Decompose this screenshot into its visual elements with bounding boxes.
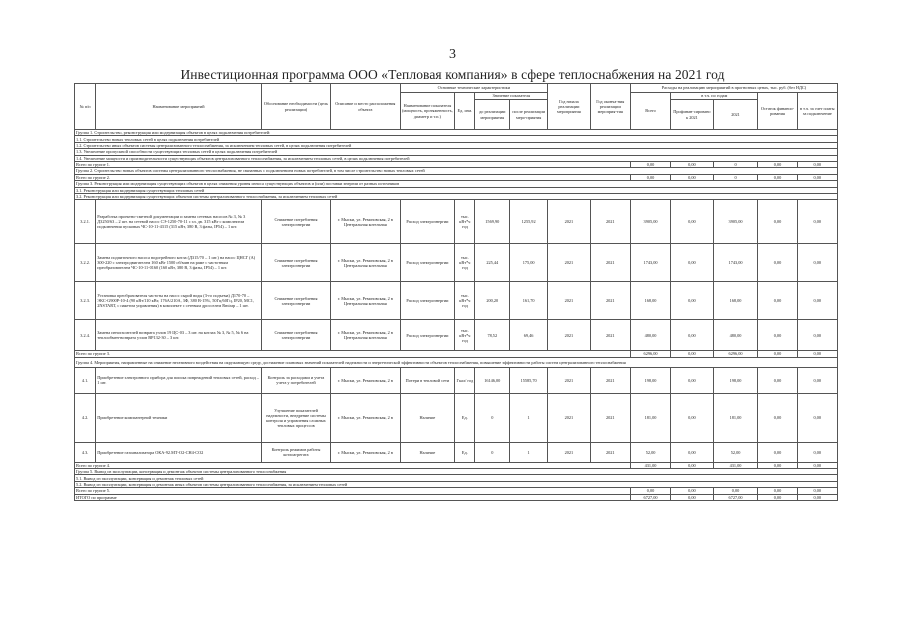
total-incl: 0,00 <box>797 462 837 468</box>
item-year-start: 2021 <box>548 200 591 244</box>
total-sum: 0,00 <box>630 488 670 494</box>
group-2-label: Группа 2. Строительство новых объектов системы централизованного теплоснабжения, не связанных с подключением новых потребителей, в том числе строительство новых тепловых сетей <box>75 168 838 174</box>
item-after: 1 <box>510 442 548 462</box>
item-unit: Ед. <box>455 393 475 442</box>
item-after: 15585,70 <box>510 367 548 393</box>
item-total: 168,00 <box>630 282 670 320</box>
header-before: до реализации мероприятия <box>475 100 510 130</box>
item-financed: 0,00 <box>671 200 714 244</box>
item-financed: 0,00 <box>671 244 714 282</box>
item-remaining: 0,00 <box>758 244 797 282</box>
total-financed: 0,00 <box>671 161 714 167</box>
total-2021: 0 <box>713 174 758 180</box>
item-after: 175,00 <box>510 244 548 282</box>
item-indicator: Расход электроэнергии <box>400 320 455 351</box>
item-before: 225,44 <box>475 244 510 282</box>
item-year-end: 2021 <box>590 282 630 320</box>
item-total: 198,00 <box>630 367 670 393</box>
page-number: 3 <box>449 47 456 62</box>
header-financed: Профинан-сировано к 2021 <box>671 100 714 130</box>
document-title: Инвестиционная программа ООО «Тепловая компания» в сфере теплоснабжения на 2021 год <box>180 67 725 82</box>
item-indicator: Наличие <box>400 393 455 442</box>
header-after: после реализации меро-приятия <box>510 100 548 130</box>
total-2021: 6296,00 <box>713 351 758 357</box>
item-total: 52,00 <box>630 442 670 462</box>
header-name: Наименование мероприятий <box>96 84 262 130</box>
item-2021: 1743,00 <box>713 244 758 282</box>
item-incl: 0,00 <box>797 393 837 442</box>
item-indicator: Потери в тепловой сети <box>400 367 455 393</box>
grand-total-label: ИТОГО по программе <box>75 494 631 500</box>
section-1-4-label: 1.4. Увеличение мощности и производительности существующих объектов централизованного теплоснабжения, за исключением тепловых сетей, в целях подключения потребителей <box>75 155 838 161</box>
total-2021: 0,00 <box>713 488 758 494</box>
total-sum: 0,00 <box>630 161 670 167</box>
section-3-2-label: 3.2. Реконструкция или модернизация существующих объектов системы централизованного теплоснабжения, за исключением тепловых сетей <box>75 193 838 199</box>
item-remaining: 0,00 <box>758 320 797 351</box>
section-3-1-label: 3.1. Реконструкция или модернизация существующих тепловых сетей <box>75 187 838 193</box>
item-total: 480,00 <box>630 320 670 351</box>
item-justification: Улучшение показателей надежности, внедрение системы контроля и управления сложных тепловых процессов <box>261 393 330 442</box>
item-year-start: 2021 <box>548 393 591 442</box>
item-unit: Ед. <box>455 442 475 462</box>
grand-total-financed: 0,00 <box>671 494 714 500</box>
item-name: Замена пеногасителей возврата узлов 19 ЦС-03 – 3 шт. на котлах № 3, № 5, № 6 на теплообмен-возврата узлов ВР132-30 – 3 шт. <box>96 320 262 351</box>
header-num: № п/п <box>75 84 96 130</box>
section-1-2-label: 1.2. Строительство иных объектов системы централизованного теплоснабжения, за исключением тепловых сетей, в целях подключения потребителей <box>75 142 838 148</box>
item-after: 69,46 <box>510 320 548 351</box>
item-indicator: Расход электроэнергии <box>400 200 455 244</box>
total-remaining: 0,00 <box>758 351 797 357</box>
item-financed: 0,00 <box>671 282 714 320</box>
item-indicator: Наличие <box>400 442 455 462</box>
total-sum: 0,00 <box>630 174 670 180</box>
total-sum: 431,00 <box>630 462 670 468</box>
item-before: 0 <box>475 442 510 462</box>
group-row <box>75 357 838 367</box>
item-location: г. Мыски, ул. Ремизовская, 2 в Центральная котельная <box>331 200 400 244</box>
item-total: 1743,00 <box>630 244 670 282</box>
section-5-1-label: 5.1. Вывод из эксплуатации, консервация и демонтаж тепловых сетей <box>75 475 838 481</box>
item-before: 78,52 <box>475 320 510 351</box>
table-row <box>75 393 838 442</box>
total-remaining: 0,00 <box>758 488 797 494</box>
header-cost-group: Расходы на реализацию мероприятий в прогнозных ценах, тыс. руб. (без НДС) <box>630 84 837 93</box>
total-incl: 0,00 <box>797 351 837 357</box>
item-incl: 0,00 <box>797 320 837 351</box>
item-name: Установка преобразователя частоты на насос сырой воды (3-го подъема) Д170-70 – ЭКС-G900P-10-4 (90 кВт/110 кВт, 176А/210А, 3Ф, 380 В-15%, 50Гц/60Гц, IP20, МС1, 2NSTART, с пакетом управления) в комплекте с сетевым дросселем Rmtrap – 1 шт. <box>96 282 262 320</box>
header-tech-group: Основные технические характеристики <box>400 84 548 93</box>
total-remaining: 0,00 <box>758 174 797 180</box>
item-justification: Снижение потребления электроэнергии <box>261 320 330 351</box>
total-2021: 0 <box>713 161 758 167</box>
total-label: Всего по группе 1. <box>75 161 631 167</box>
total-financed: 0,00 <box>671 488 714 494</box>
item-num: 4.2. <box>75 393 96 442</box>
total-sum: 6296,00 <box>630 351 670 357</box>
total-financed: 0,00 <box>671 462 714 468</box>
item-incl: 0,00 <box>797 282 837 320</box>
item-location: г. Мыски, ул. Ремизовская, 2 в <box>331 393 400 442</box>
item-name: Приобретение электронного прибора для поиска повреждений тепловых сетей, расход – 1 шт. <box>96 367 262 393</box>
item-year-end: 2021 <box>590 367 630 393</box>
item-after: 1255,92 <box>510 200 548 244</box>
grand-total-2021: 6727,00 <box>713 494 758 500</box>
item-year-end: 2021 <box>590 442 630 462</box>
header-location: Описание и место расположения объекта <box>331 84 400 130</box>
section-1-3-label: 1.3. Увеличение пропускной способности существующих тепловых сетей в целях подключения потребителей <box>75 149 838 155</box>
item-num: 3.2.1. <box>75 200 96 244</box>
item-financed: 0,00 <box>671 393 714 442</box>
table-row <box>75 200 838 244</box>
total-label: Всего по группе 4. <box>75 462 631 468</box>
header-indicator: Наименование показателя (мощность, протяженность, диаметр и т.п.) <box>400 93 455 130</box>
header-incl-years: в т.ч. по годам <box>671 93 758 100</box>
item-financed: 0,00 <box>671 320 714 351</box>
item-year-end: 2021 <box>590 244 630 282</box>
item-2021: 3905,00 <box>713 200 758 244</box>
total-incl: 0,00 <box>797 174 837 180</box>
item-after: 161,70 <box>510 282 548 320</box>
table-row <box>75 367 838 393</box>
group-3-label: Группа 3. Реконструкция или модернизация существующих объектов в целях снижения уровня износа существующих объектов и (или) поставки энергии от разных источников <box>75 181 838 187</box>
item-name: Замена подпиточного насоса водогрейного котла (Д315/70 – 1 шт.) на насос ЦНСГ (А) 300-220 с электродвигателем 160 кВт 1500 об/мин на раме с частотным преобразователем ЧС-10-11-0160 (160 кВт, 380 В, 3 фазы, IP54) – 1 шт. <box>96 244 262 282</box>
item-num: 3.2.3. <box>75 282 96 320</box>
item-num: 4.3. <box>75 442 96 462</box>
header-year-end: Год оконча-ния реализации мероприя-тия <box>590 84 630 130</box>
item-location: г. Мыски, ул. Ремизовская, 2 в Центральная котельная <box>331 282 400 320</box>
total-label: Всего по группе 2. <box>75 174 631 180</box>
item-2021: 52,00 <box>713 442 758 462</box>
item-remaining: 0,00 <box>758 282 797 320</box>
total-2021: 431,00 <box>713 462 758 468</box>
total-financed: 0,00 <box>671 174 714 180</box>
section-5-2-label: 5.2. Вывод из эксплуатации, консервация и демонтаж иных объектов системы централизованного теплоснабжения, за исключением тепловых сетей <box>75 481 838 487</box>
item-justification: Снижение потребления электроэнергии <box>261 244 330 282</box>
item-location: г. Мыски, ул. Ремизовская, 2 в <box>331 367 400 393</box>
item-financed: 0,00 <box>671 367 714 393</box>
item-location: г. Мыски, ул. Ремизовская, 2 в Центральная котельная <box>331 320 400 351</box>
table-row <box>75 320 838 351</box>
item-name: Приобретение компьютерной техники <box>96 393 262 442</box>
total-incl: 0,00 <box>797 488 837 494</box>
item-before: 0 <box>475 393 510 442</box>
header-remaining: Остаток финанси-рования <box>758 93 797 130</box>
item-before: 16146,00 <box>475 367 510 393</box>
total-incl: 0,00 <box>797 161 837 167</box>
header-incl-approved: в т.ч. за счет платы за подключение <box>797 93 837 130</box>
total-remaining: 0,00 <box>758 462 797 468</box>
item-incl: 0,00 <box>797 200 837 244</box>
item-justification: Снижение потребления электроэнергии <box>261 200 330 244</box>
item-incl: 0,00 <box>797 244 837 282</box>
header-row <box>75 84 838 93</box>
item-unit: тыс. кВт*ч год <box>455 282 475 320</box>
item-remaining: 0,00 <box>758 200 797 244</box>
item-2021: 480,00 <box>713 320 758 351</box>
item-justification: Контроль режимов работы котлоагрегата <box>261 442 330 462</box>
item-before: 1569,90 <box>475 200 510 244</box>
table-row <box>75 442 838 462</box>
item-unit: тыс. кВт*ч год <box>455 244 475 282</box>
total-financed: 0,00 <box>671 351 714 357</box>
item-2021: 181,00 <box>713 393 758 442</box>
item-total: 3905,00 <box>630 200 670 244</box>
item-num: 3.2.4. <box>75 320 96 351</box>
item-unit: тыс. кВт*ч год <box>455 200 475 244</box>
item-after: 1 <box>510 393 548 442</box>
item-name: Приобретение газоанализатора ОКА-92.МТ-О2-СН4-СО2 <box>96 442 262 462</box>
table-row <box>75 282 838 320</box>
item-year-start: 2021 <box>548 442 591 462</box>
item-justification: Снижение потребления электроэнергии <box>261 282 330 320</box>
item-indicator: Расход электроэнергии <box>400 244 455 282</box>
investment-program-table <box>74 83 838 501</box>
item-num: 4.1. <box>75 367 96 393</box>
header-unit: Ед. изм. <box>455 93 475 130</box>
header-value-group: Значение показателя <box>475 93 548 100</box>
total-label: Всего по группе 5. <box>75 488 631 494</box>
grand-total-sum: 6727,00 <box>630 494 670 500</box>
table-row <box>75 244 838 282</box>
grand-total-remaining: 0,00 <box>758 494 797 500</box>
item-num: 3.2.2. <box>75 244 96 282</box>
item-2021: 168,00 <box>713 282 758 320</box>
item-2021: 198,00 <box>713 367 758 393</box>
item-location: г. Мыски, ул. Ремизовская, 2 в Центральная котельная <box>331 244 400 282</box>
item-year-end: 2021 <box>590 320 630 351</box>
group-5-label: Группа 5. Вывод из эксплуатации, консервация и демонтаж объектов системы централизованного теплоснабжения <box>75 469 838 475</box>
header-year-start: Год начала реализации мероприятия <box>548 84 591 130</box>
total-label: Всего по группе 3. <box>75 351 631 357</box>
group-4-label: Группа 4. Мероприятия, направленные на снижение негативного воздействия на окружающую среду, достижение плановых значений показателей надежности и энергетической эффективности объектов теплоснабжения, повышение эффективности работы систем централизованного теплоснабжения <box>75 357 838 367</box>
item-incl: 0,00 <box>797 442 837 462</box>
item-remaining: 0,00 <box>758 393 797 442</box>
item-total: 181,00 <box>630 393 670 442</box>
item-year-end: 2021 <box>590 200 630 244</box>
grand-total-row <box>75 494 838 500</box>
item-unit: Гкал/ год <box>455 367 475 393</box>
item-incl: 0,00 <box>797 367 837 393</box>
header-2021: 2021 <box>713 100 758 130</box>
item-year-start: 2021 <box>548 244 591 282</box>
item-year-start: 2021 <box>548 320 591 351</box>
item-location: г. Мыски, ул. Ремизовская, 2 в <box>331 442 400 462</box>
grand-total-incl: 0,00 <box>797 494 837 500</box>
group-1-label: Группа 1. Строительство, реконструкция или модернизация объектов в целях подключения потребителей: <box>75 130 838 136</box>
item-unit: тыс. кВт*ч год <box>455 320 475 351</box>
header-total: Всего <box>630 93 670 130</box>
item-year-end: 2021 <box>590 393 630 442</box>
item-remaining: 0,00 <box>758 367 797 393</box>
item-year-start: 2021 <box>548 282 591 320</box>
header-justification: Обоснование необходимости (цель реализации) <box>261 84 330 130</box>
item-financed: 0,00 <box>671 442 714 462</box>
total-remaining: 0,00 <box>758 161 797 167</box>
item-name: Разработка проектно-сметной документации и замена сетевых насосов № 3, № 3 Д3250/63 – 2 шт. на сетевой насос СЭ-1250-70-11 с эл. дв. 315 кВт с комплектом подключения пусковых ЧС-10-11-4315 (315 кВт, 380 В, 3 фазы, IP54) – 1 шт. <box>96 200 262 244</box>
item-remaining: 0,00 <box>758 442 797 462</box>
item-indicator: Расход электроэнергии <box>400 282 455 320</box>
item-before: 200,20 <box>475 282 510 320</box>
section-1-1-label: 1.1. Строительство новых тепловых сетей в целях подключения потребителей <box>75 136 838 142</box>
item-year-start: 2021 <box>548 367 591 393</box>
item-justification: Контроль за расходами и учета учета у потребителей <box>261 367 330 393</box>
